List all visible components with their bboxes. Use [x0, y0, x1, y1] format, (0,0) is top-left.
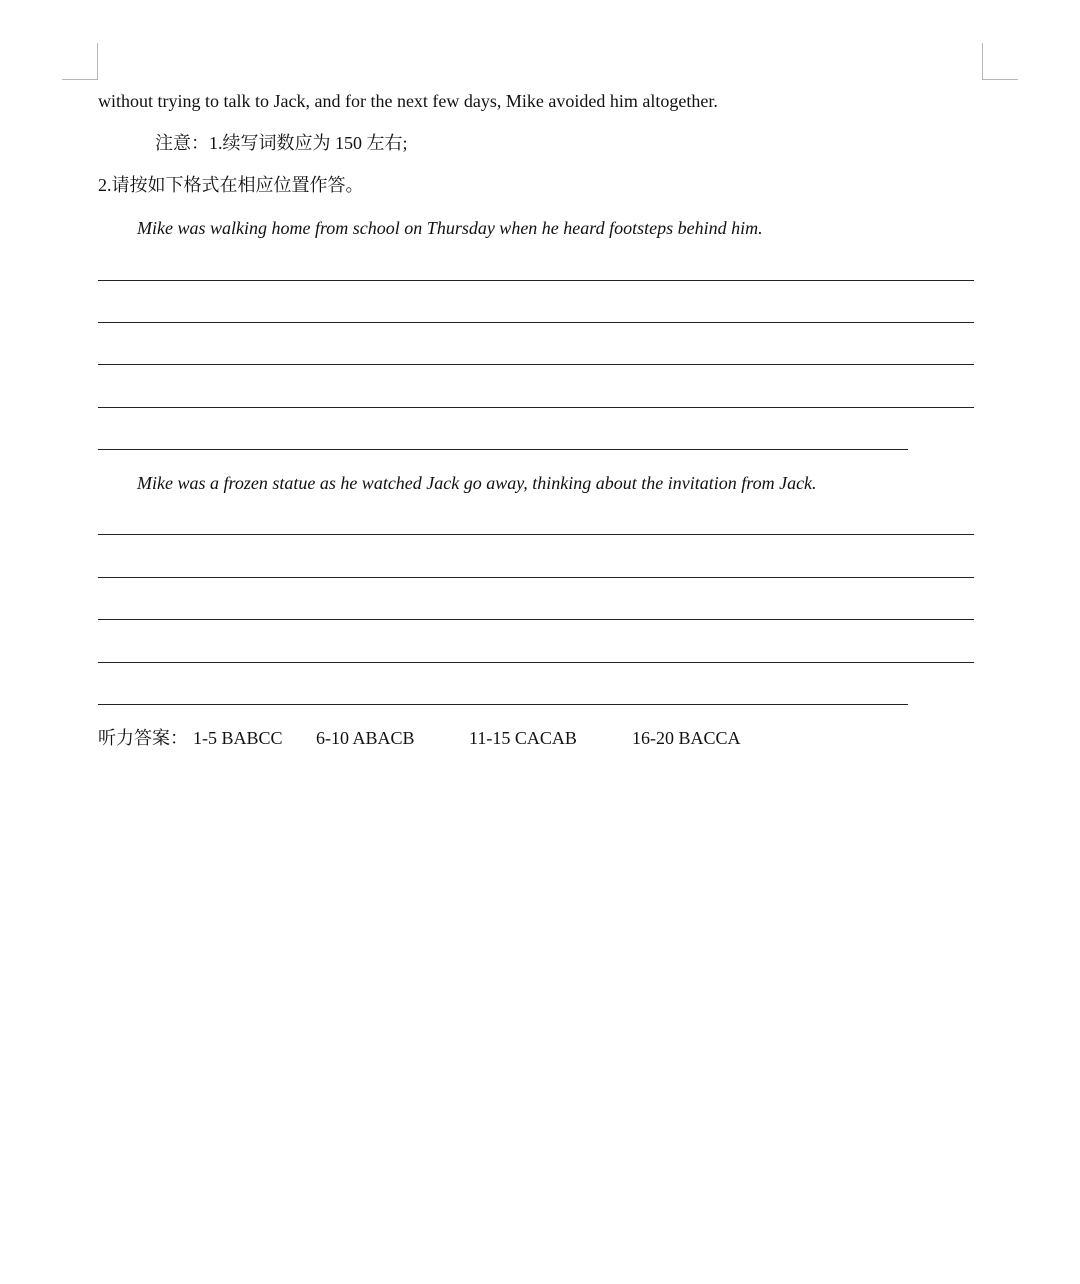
paragraph-1-start: Mike was walking home from school on Thursday when he heard footsteps behind him.: [137, 218, 763, 238]
writing-line[interactable]: [98, 364, 974, 365]
answer-group-1-5: 1-5 BABCC: [193, 728, 283, 748]
crop-mark-top-right-vertical: [982, 43, 983, 79]
writing-line[interactable]: [98, 662, 974, 663]
writing-line[interactable]: [98, 280, 974, 281]
writing-line[interactable]: [98, 704, 908, 705]
answer-group-16-20: 16-20 BACCA: [632, 728, 741, 748]
note-line-1: 注意：1.续写词数应为 150 左右;: [155, 133, 408, 153]
note-line-2: 2.请按如下格式在相应位置作答。: [98, 175, 364, 195]
crop-mark-top-right-horizontal: [982, 79, 1018, 80]
answer-group-11-15: 11-15 CACAB: [469, 728, 577, 748]
continuation-line: without trying to talk to Jack, and for the next few days, Mike avoided him altogether.: [98, 91, 718, 111]
writing-line[interactable]: [98, 619, 974, 620]
answers-label: 听力答案：: [98, 728, 188, 748]
answer-group-6-10: 6-10 ABACB: [316, 728, 415, 748]
writing-line[interactable]: [98, 449, 908, 450]
writing-line[interactable]: [98, 534, 974, 535]
writing-line[interactable]: [98, 407, 974, 408]
writing-line[interactable]: [98, 577, 974, 578]
crop-mark-top-left-vertical: [97, 43, 98, 79]
crop-mark-top-left-horizontal: [62, 79, 98, 80]
paragraph-2-start: Mike was a frozen statue as he watched Jack go away, thinking about the invitation from Jack.: [137, 473, 817, 493]
writing-line[interactable]: [98, 322, 974, 323]
